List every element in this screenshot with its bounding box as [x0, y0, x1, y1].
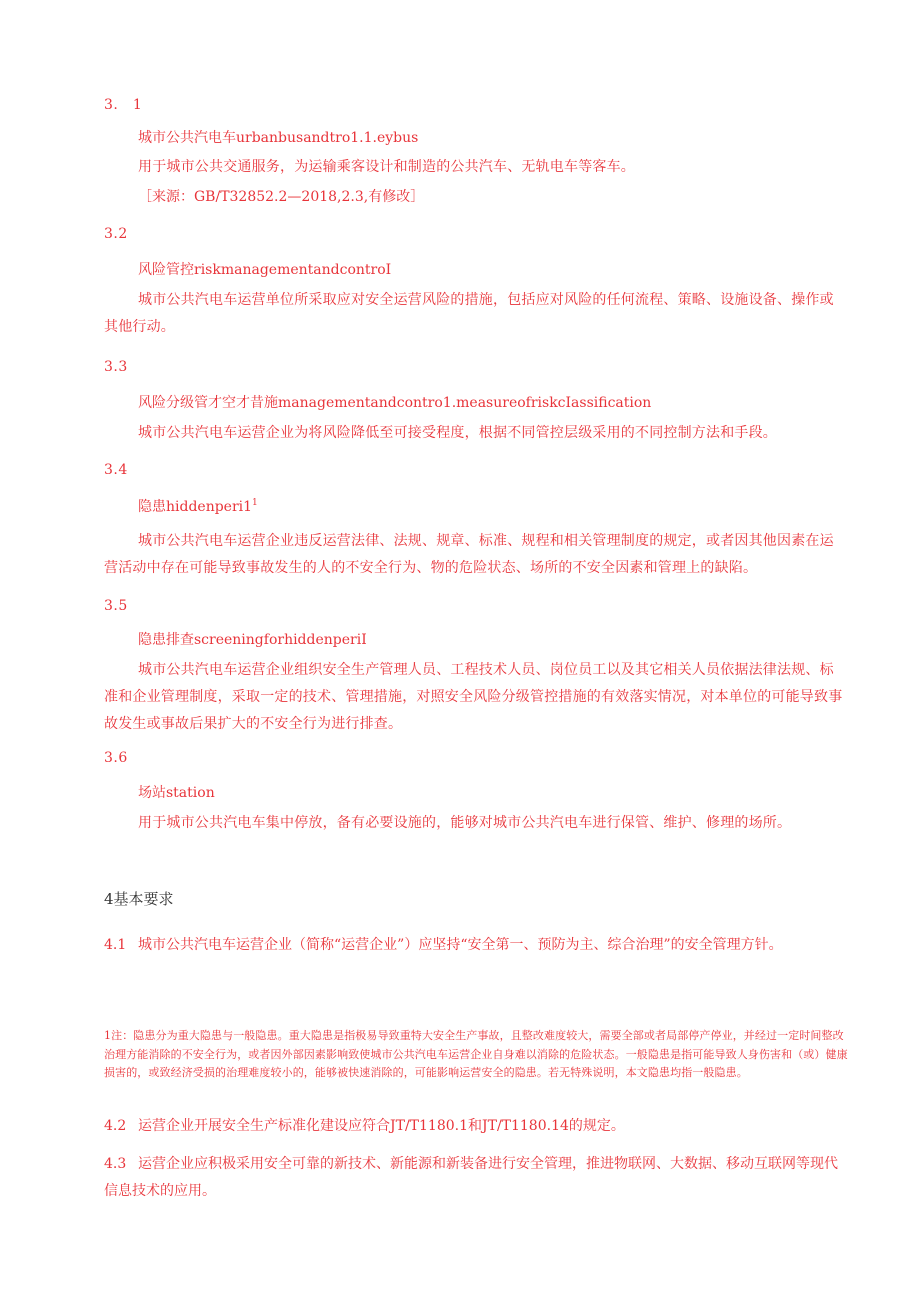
clause-number: 4.2	[104, 1118, 127, 1134]
clause-number: 4.3	[104, 1156, 127, 1172]
term-number-3-1: 3. 1	[104, 97, 143, 113]
clause-text: 运营企业应积极采用安全可靠的新技术、新能源和新装备进行安全管理，推进物联网、大数据、移动互联网等现代信息技术的应用。	[104, 1156, 838, 1199]
clause-text: 运营企业开展安全生产标准化建设应符合JT/T1180.1和JT/T1180.14的规定。	[138, 1118, 625, 1134]
term-number-3-4: 3.4	[104, 462, 128, 478]
term-definition-3-1: 用于城市公共交通服务，为运输乘客设计和制造的公共汽车、无轨电车等客车。	[138, 159, 635, 175]
term-definition-3-3: 城市公共汽电车运营企业为将风险降低至可接受程度，根据不同管控层级采用的不同控制方法和手段。	[138, 425, 777, 441]
term-number-3-2: 3.2	[104, 226, 128, 242]
term-number-3-5: 3.5	[104, 598, 128, 614]
term-title-3-2: 风险管控riskmanagementandcontroI	[138, 262, 392, 278]
term-title-3-4-text: 隐患hiddenperi1	[138, 499, 253, 515]
term-number-3-6: 3.6	[104, 750, 128, 766]
footnote: 1注：隐患分为重大隐患与一般隐患。重大隐患是指极易导致重特大安全生产事故，且整改难度较大，需要全部或者局部停产停业，并经过一定时间整改治理方能消除的不安全行为，或者因外部因素影响致使城市公共汽电车运营企业自身难以消除的危险状态。一般隐患是指可能导致人身伤害和（或）健康损害的，或致经济受损的治理难度较小的，能够被快速消除的，可能影响运营安全的隐患。若无特殊说明，本文隐患均指一般隐患。	[104, 1029, 848, 1079]
term-title-3-1: 城市公共汽电车urbanbusandtro1.1.eybus	[138, 130, 419, 146]
clause-number: 4.1	[104, 937, 127, 953]
term-definition-3-2: 城市公共汽电车运营单位所采取应对安全运营风险的措施，包括应对风险的任何流程、策略、设施设备、操作或其他行动。	[104, 292, 834, 335]
term-definition-3-6: 用于城市公共汽电车集中停放，备有必要设施的，能够对城市公共汽电车进行保管、维护、修理的场所。	[138, 815, 792, 831]
term-definition-3-5: 城市公共汽电车运营企业组织安全生产管理人员、工程技术人员、岗位员工以及其它相关人员依据法律法规、标准和企业管理制度，采取一定的技术、管理措施，对照安全风险分级管控措施的有效落实情况，对本单位的可能导致事故发生或事故后果扩大的不安全行为进行排查。	[104, 662, 843, 732]
term-title-3-5: 隐患排查screeningforhiddenperiI	[138, 632, 367, 648]
term-title-3-3: 风险分级管才空才昔施managementandcontro1.measureofriskcIassification	[138, 395, 652, 411]
term-definition-3-4: 城市公共汽电车运营企业违反运营法律、法规、规章、标准、规程和相关管理制度的规定，或者因其他因素在运营活动中存在可能导致事故发生的人的不安全行为、物的危险状态、场所的不安全因素和管理上的缺陷。	[104, 533, 834, 576]
clause-text: 城市公共汽电车运营企业（简称“运营企业”）应坚持“安全第一、预防为主、综合治理”的安全管理方针。	[138, 937, 783, 953]
term-title-3-6: 场站station	[138, 785, 215, 801]
term-source-3-1: ［来源：GB/T32852.2—2018,2.3,有修改］	[138, 189, 425, 205]
clause-4-2	[104, 1113, 844, 1140]
clause-4-3	[104, 1151, 844, 1205]
term-title-3-4	[138, 496, 258, 516]
clause-4-1	[104, 932, 844, 959]
term-number-3-3: 3.3	[104, 359, 128, 375]
section-4-heading: 4基本要求	[104, 890, 174, 908]
footnote-ref: 1	[252, 498, 258, 508]
